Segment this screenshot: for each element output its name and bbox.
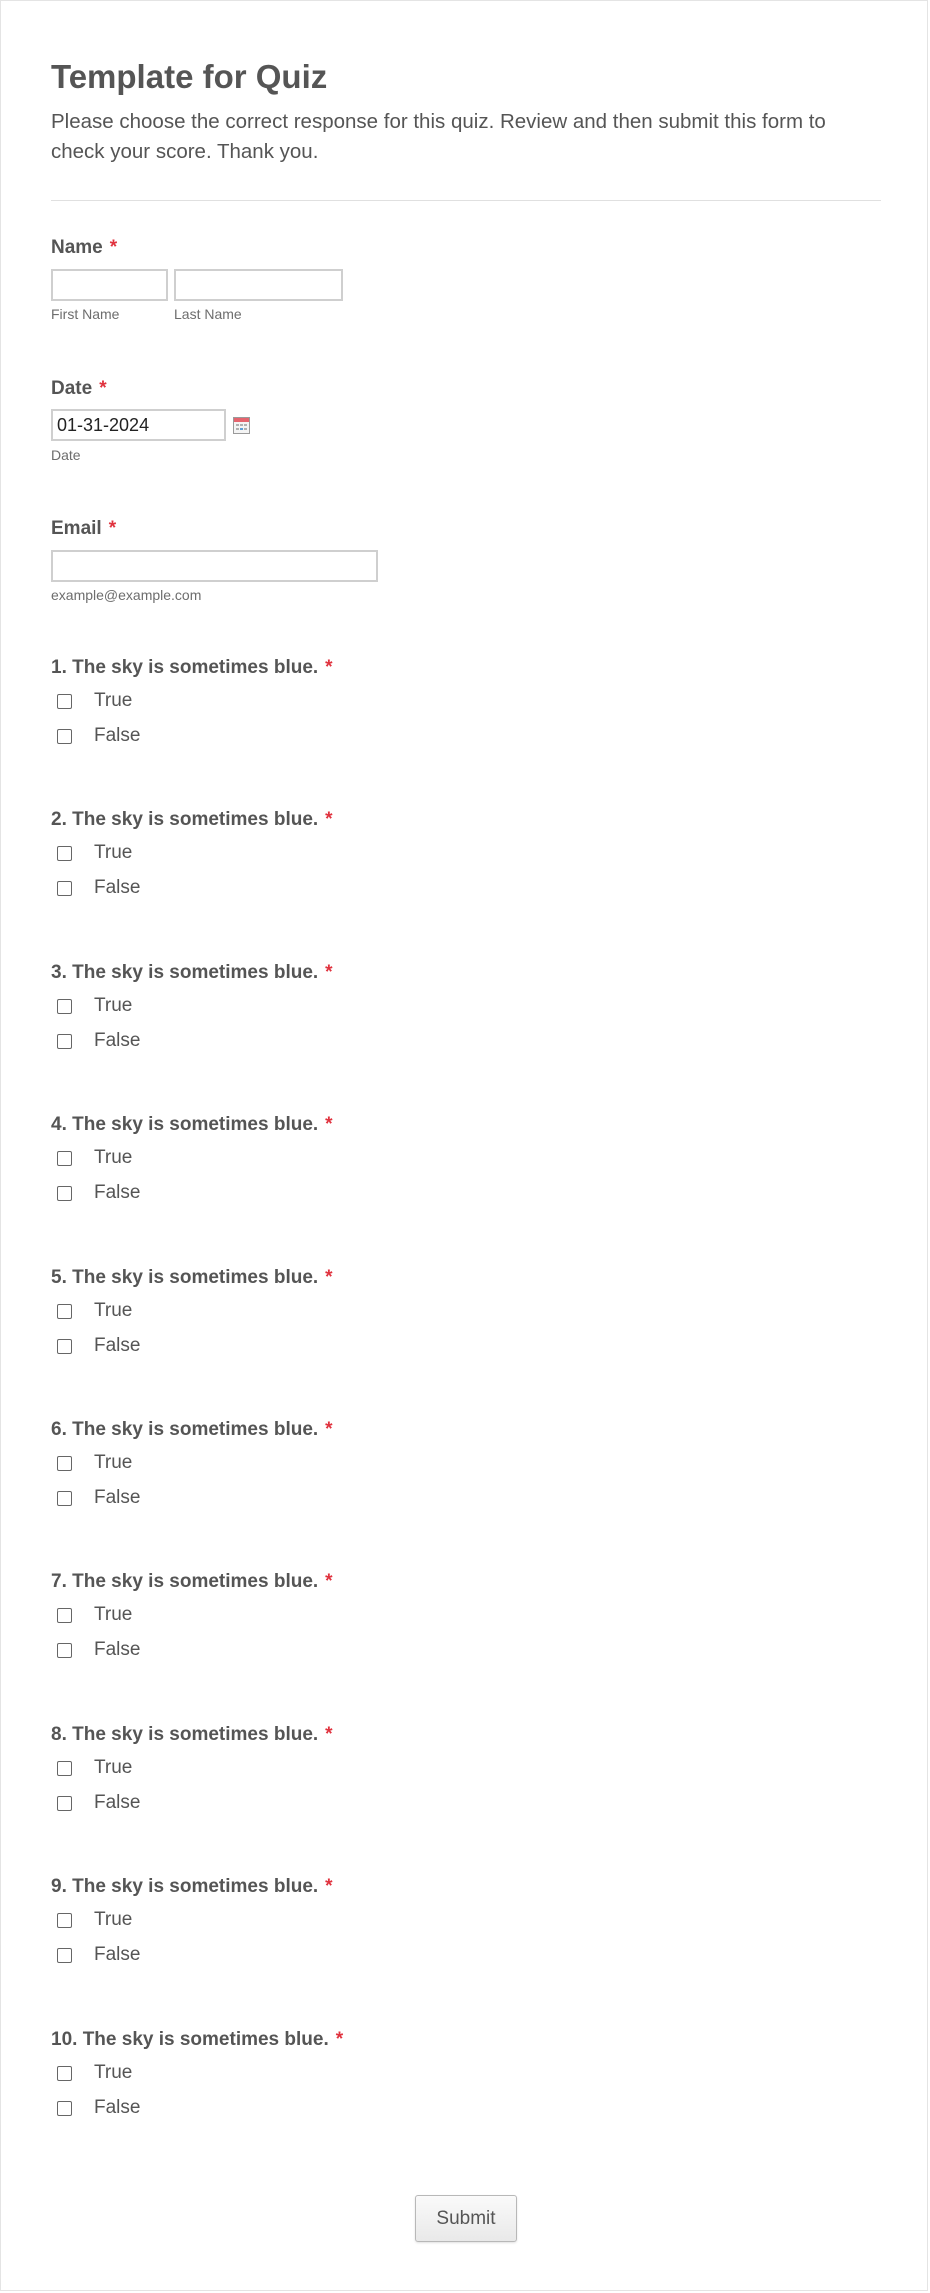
first-name-input[interactable] — [51, 269, 168, 301]
required-marker: * — [109, 237, 118, 258]
date-input[interactable] — [51, 409, 226, 441]
answer-option[interactable] — [51, 1487, 140, 1509]
answer-option-label: True — [94, 1909, 133, 1930]
answer-checkbox[interactable] — [57, 2101, 72, 2116]
required-marker: * — [99, 378, 107, 399]
required-marker: * — [325, 1419, 333, 1440]
answer-option-label: False — [94, 1792, 141, 1813]
answer-option[interactable] — [51, 2062, 132, 2084]
question-label — [51, 1724, 333, 1746]
question-text: 1. The sky is sometimes blue. — [51, 657, 319, 678]
page-title: Template for Quiz — [51, 58, 328, 95]
answer-option-label: False — [94, 1944, 141, 1965]
answer-option-label: False — [94, 1639, 141, 1660]
answer-option-label: False — [94, 725, 141, 746]
email-input[interactable] — [51, 550, 378, 582]
answer-option-label: False — [94, 1182, 141, 1203]
answer-option-label: False — [94, 877, 141, 898]
date-label-text: Date — [51, 378, 93, 399]
answer-option[interactable] — [51, 690, 132, 712]
required-marker: * — [108, 518, 117, 539]
answer-option[interactable] — [51, 1452, 132, 1474]
answer-option-label: False — [94, 1030, 141, 1051]
required-marker: * — [325, 1724, 333, 1745]
header-divider — [51, 200, 881, 201]
required-marker: * — [325, 657, 333, 678]
answer-option-label: True — [94, 995, 133, 1016]
email-label-text: Email — [51, 518, 102, 539]
answer-checkbox[interactable] — [57, 1304, 72, 1319]
question-text: 8. The sky is sometimes blue. — [51, 1724, 319, 1745]
question-text: 3. The sky is sometimes blue. — [51, 962, 319, 983]
answer-option-label: True — [94, 1452, 133, 1473]
answer-checkbox[interactable] — [57, 881, 72, 896]
required-marker: * — [325, 1114, 333, 1135]
answer-option[interactable] — [51, 1030, 140, 1052]
answer-checkbox[interactable] — [57, 1151, 72, 1166]
email-sublabel: example@example.com — [51, 587, 202, 603]
answer-option-label: True — [94, 2062, 133, 2083]
answer-option-label: False — [94, 1487, 141, 1508]
question-text: 9. The sky is sometimes blue. — [51, 1876, 319, 1897]
question-text: 6. The sky is sometimes blue. — [51, 1419, 319, 1440]
name-label — [51, 237, 117, 259]
answer-option[interactable] — [51, 1909, 132, 1931]
required-marker: * — [325, 1267, 333, 1288]
form-description: Please choose the correct response for this quiz. Review and then submit this form to check your score. Thank you. — [51, 110, 826, 163]
question-label — [51, 1876, 333, 1898]
answer-checkbox[interactable] — [57, 1913, 72, 1928]
required-marker: * — [335, 2029, 344, 2050]
answer-checkbox[interactable] — [57, 999, 72, 1014]
question-label — [51, 809, 333, 831]
answer-checkbox[interactable] — [57, 1339, 72, 1354]
first-name-sublabel: First Name — [51, 306, 120, 322]
answer-option-label: True — [94, 1147, 133, 1168]
answer-checkbox[interactable] — [57, 1186, 72, 1201]
answer-checkbox[interactable] — [57, 694, 72, 709]
question-text: 10. The sky is sometimes blue. — [51, 2029, 329, 2050]
date-sublabel: Date — [51, 447, 81, 463]
calendar-icon[interactable] — [233, 417, 250, 434]
required-marker: * — [325, 1876, 333, 1897]
answer-option[interactable] — [51, 1182, 140, 1204]
answer-option-label: True — [94, 1300, 133, 1321]
submit-button[interactable]: Submit — [415, 2195, 517, 2242]
question-label — [51, 1571, 333, 1593]
answer-option[interactable] — [51, 1639, 140, 1661]
answer-checkbox[interactable] — [57, 846, 72, 861]
question-label — [51, 1114, 333, 1136]
answer-option-label: True — [94, 1604, 133, 1625]
answer-checkbox[interactable] — [57, 1456, 72, 1471]
answer-option-label: False — [94, 1335, 141, 1356]
answer-option[interactable] — [51, 1604, 132, 1626]
answer-option[interactable] — [51, 1335, 140, 1357]
question-label — [51, 2029, 343, 2051]
question-text: 4. The sky is sometimes blue. — [51, 1114, 319, 1135]
question-label — [51, 657, 333, 679]
date-label — [51, 378, 107, 400]
answer-checkbox[interactable] — [57, 1034, 72, 1049]
answer-checkbox[interactable] — [57, 1948, 72, 1963]
answer-option-label: False — [94, 2097, 141, 2118]
question-label — [51, 962, 333, 984]
required-marker: * — [325, 962, 333, 983]
answer-option[interactable] — [51, 1944, 140, 1966]
answer-option[interactable] — [51, 1147, 132, 1169]
required-marker: * — [325, 1571, 333, 1592]
answer-checkbox[interactable] — [57, 1491, 72, 1506]
answer-checkbox[interactable] — [57, 1796, 72, 1811]
answer-option[interactable] — [51, 877, 140, 899]
question-label — [51, 1267, 333, 1289]
answer-option[interactable] — [51, 1792, 140, 1814]
required-marker: * — [325, 809, 333, 830]
question-text: 7. The sky is sometimes blue. — [51, 1571, 319, 1592]
answer-option[interactable] — [51, 842, 132, 864]
answer-option[interactable] — [51, 995, 132, 1017]
last-name-sublabel: Last Name — [174, 306, 242, 322]
answer-checkbox[interactable] — [57, 2066, 72, 2081]
answer-option[interactable] — [51, 2097, 140, 2119]
question-label — [51, 1419, 333, 1441]
answer-option[interactable] — [51, 1300, 132, 1322]
answer-checkbox[interactable] — [57, 1643, 72, 1658]
answer-checkbox[interactable] — [57, 729, 72, 744]
answer-option-label: True — [94, 842, 133, 863]
answer-option[interactable] — [51, 725, 140, 747]
question-text: 2. The sky is sometimes blue. — [51, 809, 319, 830]
question-text: 5. The sky is sometimes blue. — [51, 1267, 319, 1288]
email-label — [51, 518, 116, 540]
answer-option[interactable] — [51, 1757, 132, 1779]
last-name-input[interactable] — [174, 269, 343, 301]
name-label-text: Name — [51, 237, 103, 258]
answer-checkbox[interactable] — [57, 1761, 72, 1776]
answer-option-label: True — [94, 690, 133, 711]
answer-checkbox[interactable] — [57, 1608, 72, 1623]
answer-option-label: True — [94, 1757, 133, 1778]
